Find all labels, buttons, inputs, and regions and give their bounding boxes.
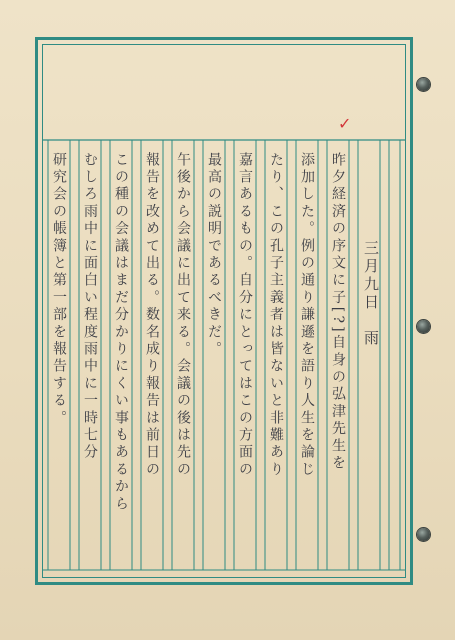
red-check-mark: ✓ bbox=[338, 114, 352, 133]
binder-hole-icon bbox=[417, 78, 430, 91]
text-line-3: たり、この孔子主義者は皆ないと非難あり bbox=[268, 152, 284, 479]
text-line-9: むしろ雨中に面白い程度雨中に一時七分 bbox=[82, 152, 98, 462]
text-line-6: 午後から会議に出て来る。会議の後は先の bbox=[175, 152, 191, 479]
text-line-10: 研究会の帳簿と第一部を報告する。 bbox=[51, 152, 67, 428]
date-heading: 三月九日 雨 bbox=[362, 240, 380, 348]
text-line-2: 添加した。例の通り謙遜を語り人生を論じ bbox=[299, 152, 315, 479]
text-line-5: 最高の説明であるべきだ。 bbox=[206, 152, 222, 359]
text-line-1: 昨夕経済の序文に子[?]自身の弘津先生を bbox=[330, 152, 346, 473]
text-line-4: 嘉言あるもの。自分にとってはこの方面の bbox=[237, 152, 253, 479]
text-line-8: この種の会議はまだ分かりにくい事もあるから bbox=[113, 152, 129, 514]
binder-hole-icon bbox=[417, 320, 430, 333]
text-line-7: 報告を改めて出る。数名成り報告は前日の bbox=[144, 152, 160, 479]
binder-hole-icon bbox=[417, 528, 430, 541]
